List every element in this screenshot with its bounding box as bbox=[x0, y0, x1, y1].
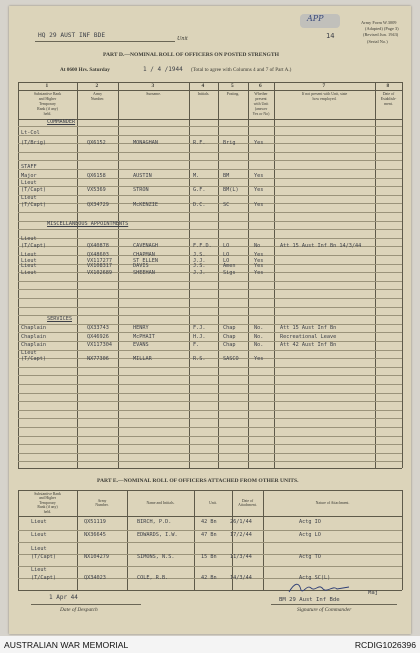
part-e-col-header-line: and Higher bbox=[39, 496, 56, 501]
part-d-col-number: 7 bbox=[322, 83, 326, 89]
present-cell: Yes bbox=[254, 187, 264, 193]
army-number-cell: QX33743 bbox=[87, 325, 109, 331]
attached-name-cell: BIRCH, P.D. bbox=[137, 519, 172, 525]
posting-cell: LO bbox=[223, 243, 230, 249]
surname-cell: STRON bbox=[133, 187, 149, 193]
form-line-3: (Revised Jun. 1943) bbox=[363, 32, 399, 37]
present-cell: No. bbox=[254, 342, 264, 348]
army-number-cell: VX117304 bbox=[87, 342, 112, 348]
attachment-date-cell: 26/1/44 bbox=[230, 519, 252, 525]
part-d-col-header-line: Posting. bbox=[226, 92, 240, 96]
posting-cell: BM bbox=[223, 173, 230, 179]
part-d-col-header-line: held. bbox=[43, 112, 52, 116]
part-e-col-header-line: Substantive Rank bbox=[34, 492, 61, 496]
attached-unit-cell: 15 Bn bbox=[201, 554, 217, 560]
signature-unit: BM 29 Aust Inf Bde bbox=[279, 597, 340, 603]
surname-cell: SHEEHAN bbox=[133, 270, 155, 276]
part-d-col-header-line: ment. bbox=[384, 102, 393, 106]
initials-cell: H.J. bbox=[193, 334, 206, 340]
part-d-col-header-line: Temporary bbox=[38, 102, 56, 106]
surname-cell: McPHAIT bbox=[133, 334, 155, 340]
initials-cell: J.S. bbox=[193, 252, 206, 258]
form-line-4: (Serial No.) bbox=[367, 39, 388, 44]
part-d-col-header-line: Date of bbox=[382, 92, 395, 96]
part-e-col-header-line: Name and Initials. bbox=[146, 500, 175, 505]
posting-cell: Sigs bbox=[223, 270, 236, 276]
employment-cell: Att 15 Aust Inf Bn 14/3/44 bbox=[280, 243, 362, 249]
army-number-cell: QX46926 bbox=[87, 334, 109, 340]
part-e-col-header-line: Temporary bbox=[39, 500, 56, 505]
surname-cell: HENRY bbox=[133, 325, 149, 331]
part-d-col-header-line: with Unit bbox=[253, 102, 269, 106]
part-e-col-header-line: Attachment. bbox=[238, 503, 257, 507]
surname-cell: EVANS bbox=[133, 342, 149, 348]
rank-cell: (T/Capt) bbox=[21, 243, 46, 249]
section-heading: MISCELLANEOUS APPOINTMENTS bbox=[47, 221, 129, 227]
part-d-col-number: 3 bbox=[151, 83, 155, 89]
army-number-cell: QX40878 bbox=[87, 243, 109, 249]
attached-unit-cell: 42 Bn bbox=[201, 519, 217, 525]
stamp-text: APP bbox=[307, 14, 324, 23]
signature-label: Signature of Commander bbox=[297, 607, 352, 613]
part-e-title: PART E.—NOMINAL ROLL OF OFFICERS ATTACHED FROM OTHER UNITS. bbox=[97, 478, 299, 484]
present-cell: Yes bbox=[254, 263, 264, 269]
section-heading: SERVICES bbox=[47, 316, 72, 322]
rank-cell: Lieut bbox=[21, 350, 37, 356]
despatch-date: 1 Apr 44 bbox=[49, 594, 78, 601]
army-number-cell: VX5369 bbox=[87, 187, 106, 193]
attached-name-cell: COLE, R.B. bbox=[137, 575, 169, 581]
army-number-cell: QX48603 bbox=[87, 252, 109, 258]
posting-cell: Chap bbox=[223, 325, 236, 331]
part-e-col-header-line: Rank (if any) bbox=[37, 505, 58, 510]
part-d-col-header-line: how employed. bbox=[312, 97, 337, 101]
archive-footer bbox=[0, 636, 420, 653]
initials-cell: F.F.D. bbox=[193, 243, 212, 249]
initials-cell: F.J. bbox=[193, 325, 206, 331]
commander-signature bbox=[287, 580, 357, 596]
part-d-col-header-line: Number. bbox=[90, 97, 105, 101]
rank-cell: Lt-Col bbox=[21, 130, 40, 136]
rank-cell: (T/Capt) bbox=[21, 187, 46, 193]
rank-cell: Lieut bbox=[21, 270, 37, 276]
serial-number: 14 bbox=[326, 32, 335, 40]
rank-cell: Major bbox=[21, 173, 37, 179]
initials-cell: M. bbox=[193, 173, 200, 179]
army-number-cell: QX34729 bbox=[87, 202, 109, 208]
part-d-col-number: 2 bbox=[95, 83, 99, 89]
part-e-col-header-line: Nature of Attachment. bbox=[315, 500, 350, 505]
army-number-cell: VX108317 bbox=[87, 263, 112, 269]
rank-cell: Lieut bbox=[21, 180, 37, 186]
present-cell: No. bbox=[254, 334, 264, 340]
initials-cell: R.F. bbox=[193, 140, 206, 146]
initials-cell: D.C. bbox=[193, 202, 206, 208]
posting-cell: LO bbox=[223, 258, 230, 264]
initials-cell: J.J. bbox=[193, 270, 206, 276]
archive-name: AUSTRALIAN WAR MEMORIAL bbox=[4, 640, 129, 650]
present-cell: Yes bbox=[254, 202, 264, 208]
army-number-cell: NX77306 bbox=[87, 356, 109, 362]
posting-cell: SASCO bbox=[223, 356, 239, 362]
part-d-col-header-line: Rank (if any) bbox=[37, 107, 58, 111]
part-d-col-header-line: Army bbox=[92, 92, 103, 96]
rank-cell: (T/Brig) bbox=[21, 140, 46, 146]
unit-name: HQ 29 AUST INF BDE bbox=[38, 32, 106, 39]
initials-cell: G.F. bbox=[193, 187, 206, 193]
part-d-col-header-line: Surname. bbox=[146, 92, 161, 96]
part-d-col-number: 5 bbox=[231, 83, 234, 89]
part-e-col-header-line: held. bbox=[43, 509, 52, 514]
rank-cell: Lieut bbox=[21, 258, 37, 264]
surname-cell: AUSTIN bbox=[133, 173, 152, 179]
initials-cell: R.S. bbox=[193, 356, 206, 362]
surname-cell: DAVIS bbox=[133, 263, 149, 269]
rank-cell: Lieut bbox=[21, 236, 37, 242]
employment-cell: Att 15 Aust Inf Bn bbox=[280, 325, 337, 331]
posting-cell: Amen bbox=[223, 263, 236, 269]
posting-cell: Brig bbox=[223, 140, 236, 146]
attached-rank-cell: Lieut bbox=[31, 567, 47, 573]
attached-unit-cell: 42 Bn bbox=[201, 575, 217, 581]
posting-cell: SC bbox=[223, 202, 230, 208]
part-d-col-header-line: Whether bbox=[254, 92, 268, 96]
part-e-col-header-line: Number. bbox=[95, 503, 109, 507]
attached-army-number-cell: NX36645 bbox=[84, 532, 106, 538]
attached-army-number-cell: QX51119 bbox=[84, 519, 106, 525]
attached-army-number-cell: QX34023 bbox=[84, 575, 106, 581]
section-heading: COMMANDER bbox=[47, 119, 76, 125]
present-cell: Yes bbox=[254, 356, 264, 362]
form-sheet bbox=[9, 6, 411, 634]
army-number-cell: VX102689 bbox=[87, 270, 112, 276]
rank-cell: Lieut bbox=[21, 195, 37, 201]
despatch-label: Date of Despatch bbox=[60, 607, 98, 613]
initials-cell: F. bbox=[193, 342, 200, 348]
attached-army-number-cell: NX104279 bbox=[84, 554, 109, 560]
form-line-2: (Adapted) (Page 3) bbox=[365, 26, 399, 31]
part-d-col-number: 1 bbox=[45, 83, 49, 89]
rank-cell: Chaplain bbox=[21, 325, 46, 331]
posting-cell: Chap bbox=[223, 342, 236, 348]
rank-cell: Chaplain bbox=[21, 334, 46, 340]
present-cell: Yes bbox=[254, 140, 264, 146]
at-line-post: (Total to agree with Columns 4 and 7 of Part A.) bbox=[191, 67, 292, 73]
part-d-title: PART D.—NOMINAL ROLL OF OFFICERS ON POSTED STRENGTH bbox=[103, 52, 279, 58]
part-d-col-number: 6 bbox=[259, 83, 262, 89]
surname-cell: MONAGHAN bbox=[133, 140, 158, 146]
part-d-col-header-line: Substantive Rank bbox=[33, 92, 62, 96]
rank-cell: (T/Capt) bbox=[21, 356, 46, 362]
army-number-cell: QX6152 bbox=[87, 140, 106, 146]
attached-name-cell: EDWARDS, I.W. bbox=[137, 532, 178, 538]
part-d-col-header-line: If not present with Unit, state bbox=[301, 92, 348, 96]
attached-rank-cell: (T/Capt) bbox=[31, 554, 56, 560]
present-cell: No bbox=[254, 243, 261, 249]
attachment-date-cell: 14/3/44 bbox=[230, 575, 252, 581]
form-line-1: Army Form W.3009 bbox=[361, 20, 397, 25]
posting-cell: BM(L) bbox=[223, 187, 239, 193]
part-d-col-header-line: Initials. bbox=[197, 92, 210, 96]
part-e-col-header-line: Date of bbox=[241, 498, 254, 503]
employment-cell: Recreational Leave bbox=[280, 334, 337, 340]
surname-cell: ST ELLEN bbox=[133, 258, 158, 264]
surname-cell: MILLAR bbox=[133, 356, 152, 362]
employment-cell: Att 42 Aust Inf Bn bbox=[280, 342, 337, 348]
rank-cell: Chaplain bbox=[21, 342, 46, 348]
attached-rank-cell: Lieut bbox=[31, 519, 47, 525]
attached-rank-cell: (T/Capt) bbox=[31, 575, 56, 581]
attached-unit-cell: 47 Bn bbox=[201, 532, 217, 538]
part-d-col-header-line: present bbox=[255, 97, 267, 101]
part-d-col-header-line: Establish- bbox=[380, 97, 397, 101]
part-d-col-header-line: and Higher bbox=[38, 97, 57, 101]
rank-cell: (T/Capt) bbox=[21, 202, 46, 208]
attached-name-cell: SIMONS, N.S. bbox=[137, 554, 175, 560]
attached-rank-cell: Lieut bbox=[31, 546, 47, 552]
attached-rank-cell: Lieut bbox=[31, 532, 47, 538]
present-cell: Yes bbox=[254, 173, 264, 179]
archive-id: RCDIG1026396 bbox=[354, 640, 416, 650]
at-line-pre: At 0600 Hrs. Saturday bbox=[60, 67, 110, 73]
posting-cell: Chap bbox=[223, 334, 236, 340]
attachment-date-cell: 11/3/44 bbox=[230, 554, 252, 560]
part-d-col-header-line: (answer bbox=[254, 107, 268, 111]
attachment-nature-cell: Actg TO bbox=[299, 554, 321, 560]
surname-cell: CHAPMAN bbox=[133, 252, 155, 258]
army-number-cell: VX117277 bbox=[87, 258, 112, 264]
attachment-nature-cell: Actg LO bbox=[299, 532, 321, 538]
part-d-col-number: 4 bbox=[201, 83, 205, 89]
rank-cell: Lieut bbox=[21, 252, 37, 258]
attachment-nature-cell: Actg SC(L) bbox=[299, 575, 331, 581]
surname-cell: McKENZIE bbox=[133, 202, 158, 208]
at-date: 1 / 4 /1944 bbox=[143, 66, 183, 73]
attachment-nature-cell: Actg IO bbox=[299, 519, 321, 525]
signature-rank: Maj bbox=[368, 590, 379, 596]
rank-cell: STAFF bbox=[21, 164, 37, 170]
part-e-col-header-line: Army bbox=[97, 498, 107, 503]
part-d-col-header-line: Yes or No) bbox=[252, 112, 270, 116]
rank-cell: Lieut bbox=[21, 263, 37, 269]
posting-cell: LO bbox=[223, 252, 230, 258]
unit-label: Unit bbox=[177, 36, 188, 42]
present-cell: Yes bbox=[254, 258, 264, 264]
part-e-col-header-line: Unit. bbox=[209, 500, 217, 505]
present-cell: No. bbox=[254, 325, 264, 331]
initials-cell: J.S. bbox=[193, 263, 206, 269]
present-cell: Yes bbox=[254, 252, 264, 258]
surname-cell: CAVENAGH bbox=[133, 243, 158, 249]
present-cell: Yes bbox=[254, 270, 264, 276]
initials-cell: J.J. bbox=[193, 258, 206, 264]
part-d-col-number: 8 bbox=[386, 83, 390, 89]
attachment-date-cell: 17/2/44 bbox=[230, 532, 252, 538]
army-number-cell: QX6158 bbox=[87, 173, 106, 179]
